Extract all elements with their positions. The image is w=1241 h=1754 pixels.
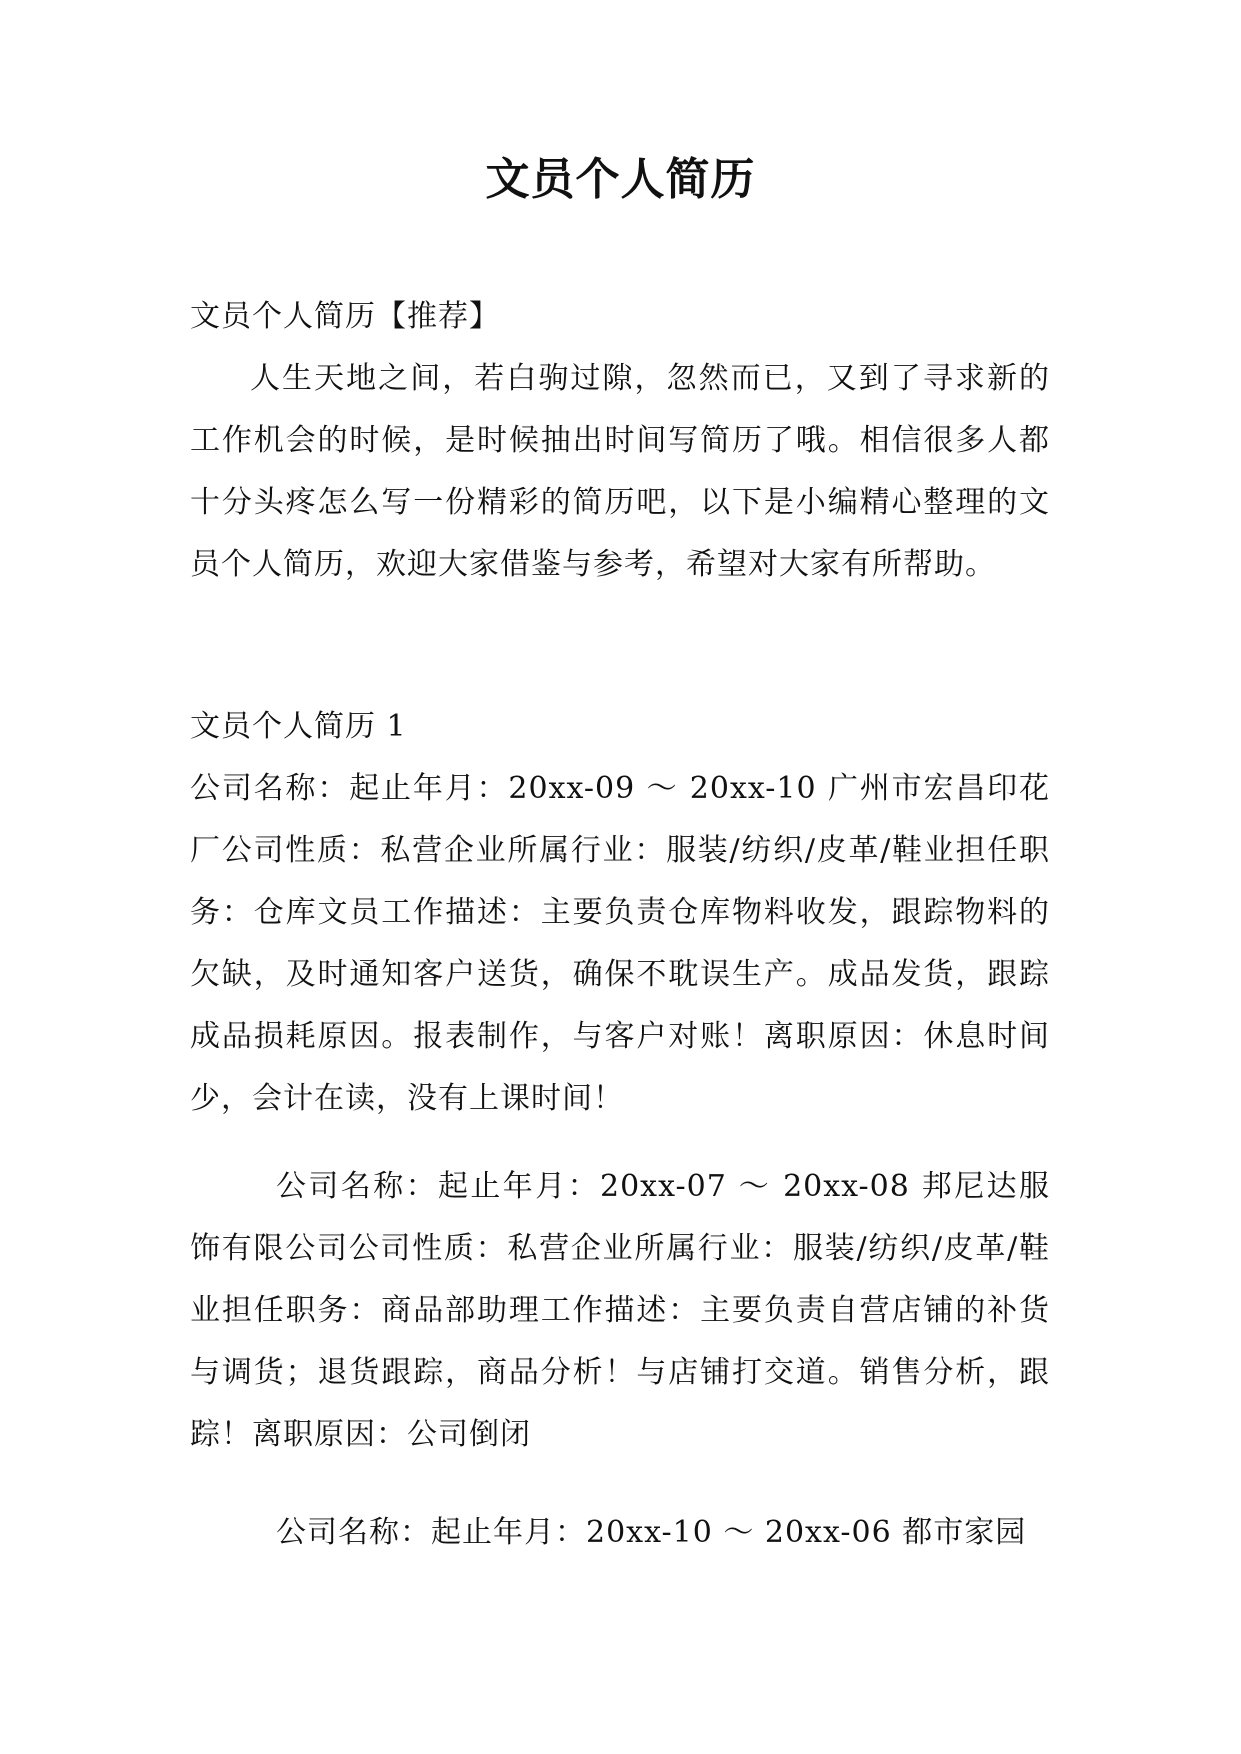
document-subtitle: 文员个人简历【推荐】 xyxy=(190,299,500,334)
work-entry-1: 公司名称：起止年月：20xx-09 ～ 20xx-10 广州市宏昌印花厂公司性质：私营企业所属行业：服装/纺织/皮革/鞋业担任职务：仓库文员工作描述：主要负责仓库物料收发，跟踪物料的欠缺，及时通知客户送货，确保不耽误生产。成品发货，跟踪成品损耗原因。报表制作，与客户对账！离职原因：休息时间少，会计在读，没有上课时间！ xyxy=(190,771,1050,1116)
section-heading: 文员个人简历 1 xyxy=(190,709,407,744)
document-title: 文员个人简历 xyxy=(485,154,756,205)
work-entry-2: 公司名称：起止年月：20xx-07 ～ 20xx-08 邦尼达服饰有限公司公司性质：私营企业所属行业：服装/纺织/皮革/鞋业担任职务：商品部助理工作描述：主要负责自营店铺的补货与调货；退货跟踪，商品分析！与店铺打交道。销售分析，跟踪！离职原因：公司倒闭 xyxy=(190,1169,1050,1452)
intro-paragraph: 人生天地之间，若白驹过隙，忽然而已，又到了寻求新的工作机会的时候，是时候抽出时间写简历了哦。相信很多人都十分头疼怎么写一份精彩的简历吧，以下是小编精心整理的文员个人简历，欢迎大家借鉴与参考，希望对大家有所帮助。 xyxy=(190,361,1050,582)
work-entry-3: 公司名称：起止年月：20xx-10 ～ 20xx-06 都市家园 xyxy=(276,1515,1027,1550)
